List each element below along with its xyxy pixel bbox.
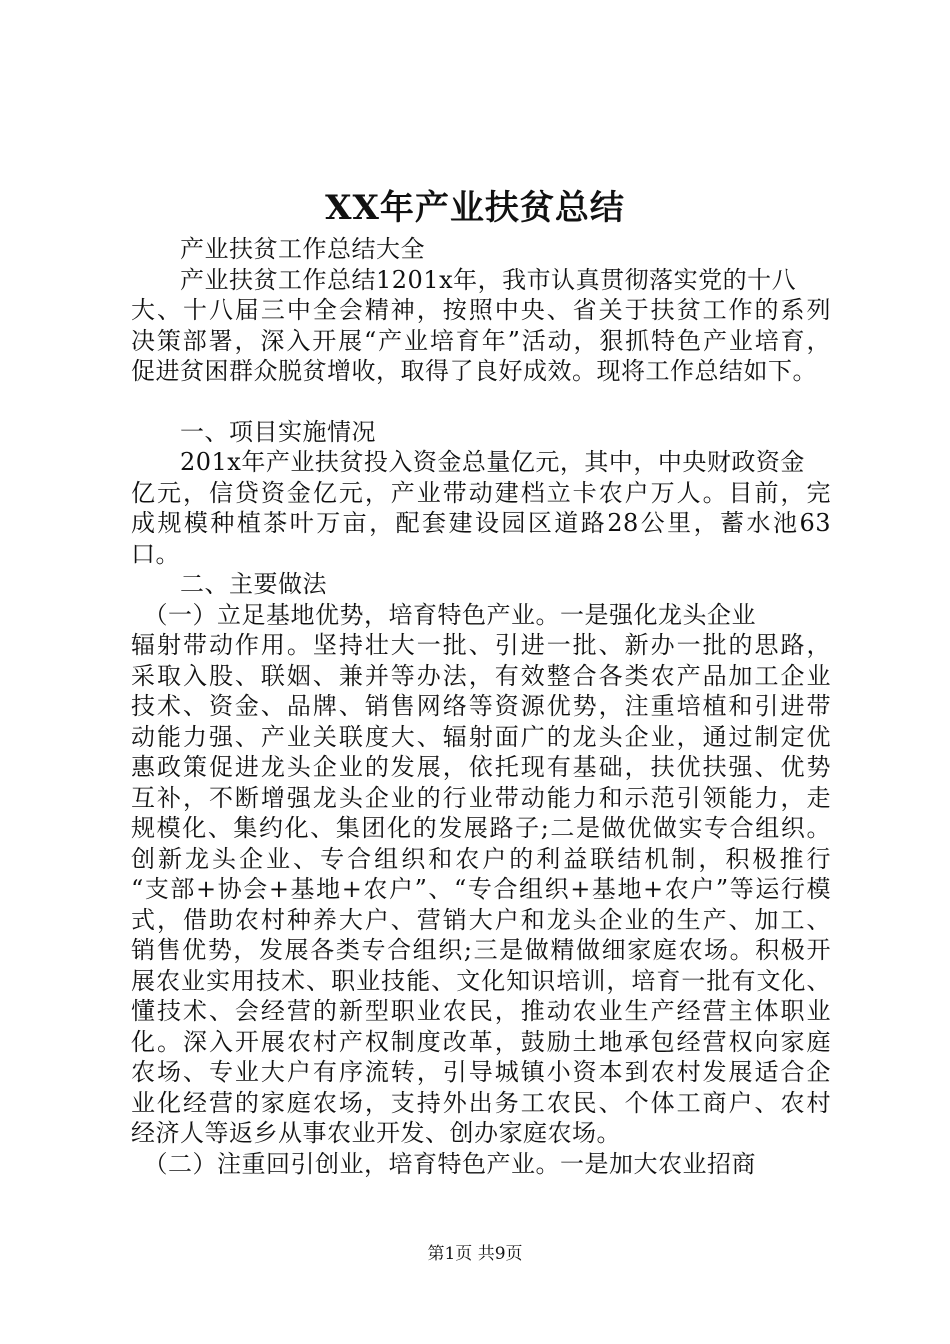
paragraph-line: 大、十八届三中全会精神，按照中央、省关于扶贫工作的系列 bbox=[131, 296, 831, 324]
paragraph-line: 技术、资金、品牌、销售网络等资源优势，注重培植和引进带 bbox=[131, 692, 831, 720]
paragraph-line: 成规模种植茶叶万亩，配套建设园区道路28公里，蓄水池63 bbox=[131, 509, 831, 537]
paragraph-line: 动能力强、产业关联度大、辐射面广的龙头企业，通过制定优 bbox=[131, 722, 831, 751]
paragraph-heading-line: 产业扶贫工作总结大全 bbox=[131, 235, 425, 263]
paragraph-line: 业化经营的家庭农场，支持外出务工农民、个体工商户、农村 bbox=[131, 1088, 831, 1117]
paragraph-line: “支部+协会+基地+农户”、“专合组织+基地+农户”等运行模 bbox=[131, 875, 831, 903]
page-footer: 第1页 共9页 bbox=[427, 1244, 523, 1264]
paragraph-line: 销售优势，发展各类专合组织;三是做精做细家庭农场。积极开 bbox=[131, 936, 831, 964]
paragraph-line: 辐射带动作用。坚持壮大一批、引进一批、新办一批的思路， bbox=[131, 631, 831, 659]
paragraph-line: 惠政策促进龙头企业的发展，依托现有基础，扶优扶强、优势 bbox=[131, 753, 831, 781]
paragraph-line: 化。深入开展农村产权制度改革，鼓励土地承包经营权向家庭 bbox=[131, 1027, 831, 1056]
document-body bbox=[131, 234, 831, 1179]
paragraph-line: 产业扶贫工作总结1201x年，我市认真贯彻落实党的十八 bbox=[131, 265, 797, 294]
paragraph-line: 采取入股、联姻、兼并等办法，有效整合各类农产品加工企业 bbox=[131, 661, 831, 690]
paragraph-line: 决策部署，深入开展“产业培育年”活动，狠抓特色产业培育， bbox=[131, 326, 831, 355]
paragraph-line: 农场、专业大户有序流转，引导城镇小资本到农村发展适合企 bbox=[131, 1058, 831, 1086]
paragraph-line: 懂技术、会经营的新型职业农民，推动农业生产经营主体职业 bbox=[131, 997, 831, 1025]
paragraph-line: 互补，不断增强龙头企业的行业带动能力和示范引领能力，走 bbox=[131, 783, 831, 812]
paragraph-line: 促进贫困群众脱贫增收，取得了良好成效。现将工作总结如下。 bbox=[131, 357, 817, 385]
paragraph-line: 创新龙头企业、专合组织和农户的利益联结机制，积极推行 bbox=[131, 844, 831, 873]
paragraph-line: 亿元，信贷资金亿元，产业带动建档立卡农户万人。目前，完 bbox=[131, 478, 831, 507]
paragraph-line: 201x年产业扶贫投入资金总量亿元，其中，中央财政资金 bbox=[131, 448, 805, 476]
paragraph-line: 经济人等返乡从事农业开发、创办家庭农场。 bbox=[131, 1119, 621, 1147]
paragraph-line: （二）注重回引创业，培育特色产业。一是加大农业招商 bbox=[131, 1149, 756, 1178]
paragraph-line: 式，借助农村种养大户、营销大户和龙头企业的生产、加工、 bbox=[131, 905, 831, 934]
document-title: XX年产业扶贫总结 bbox=[325, 188, 625, 228]
section-heading-line: 一、项目实施情况 bbox=[131, 417, 376, 446]
paragraph-gap bbox=[131, 387, 831, 417]
paragraph-line: 展农业实用技术、职业技能、文化知识培训，培育一批有文化、 bbox=[131, 966, 831, 995]
paragraph-line: 口。 bbox=[131, 539, 180, 568]
paragraph-line: （一）立足基地优势，培育特色产业。一是强化龙头企业 bbox=[131, 600, 756, 629]
section-heading-line: 二、主要做法 bbox=[131, 570, 327, 598]
paragraph-line: 规模化、集约化、集团化的发展路子;二是做优做实专合组织。 bbox=[131, 814, 831, 842]
